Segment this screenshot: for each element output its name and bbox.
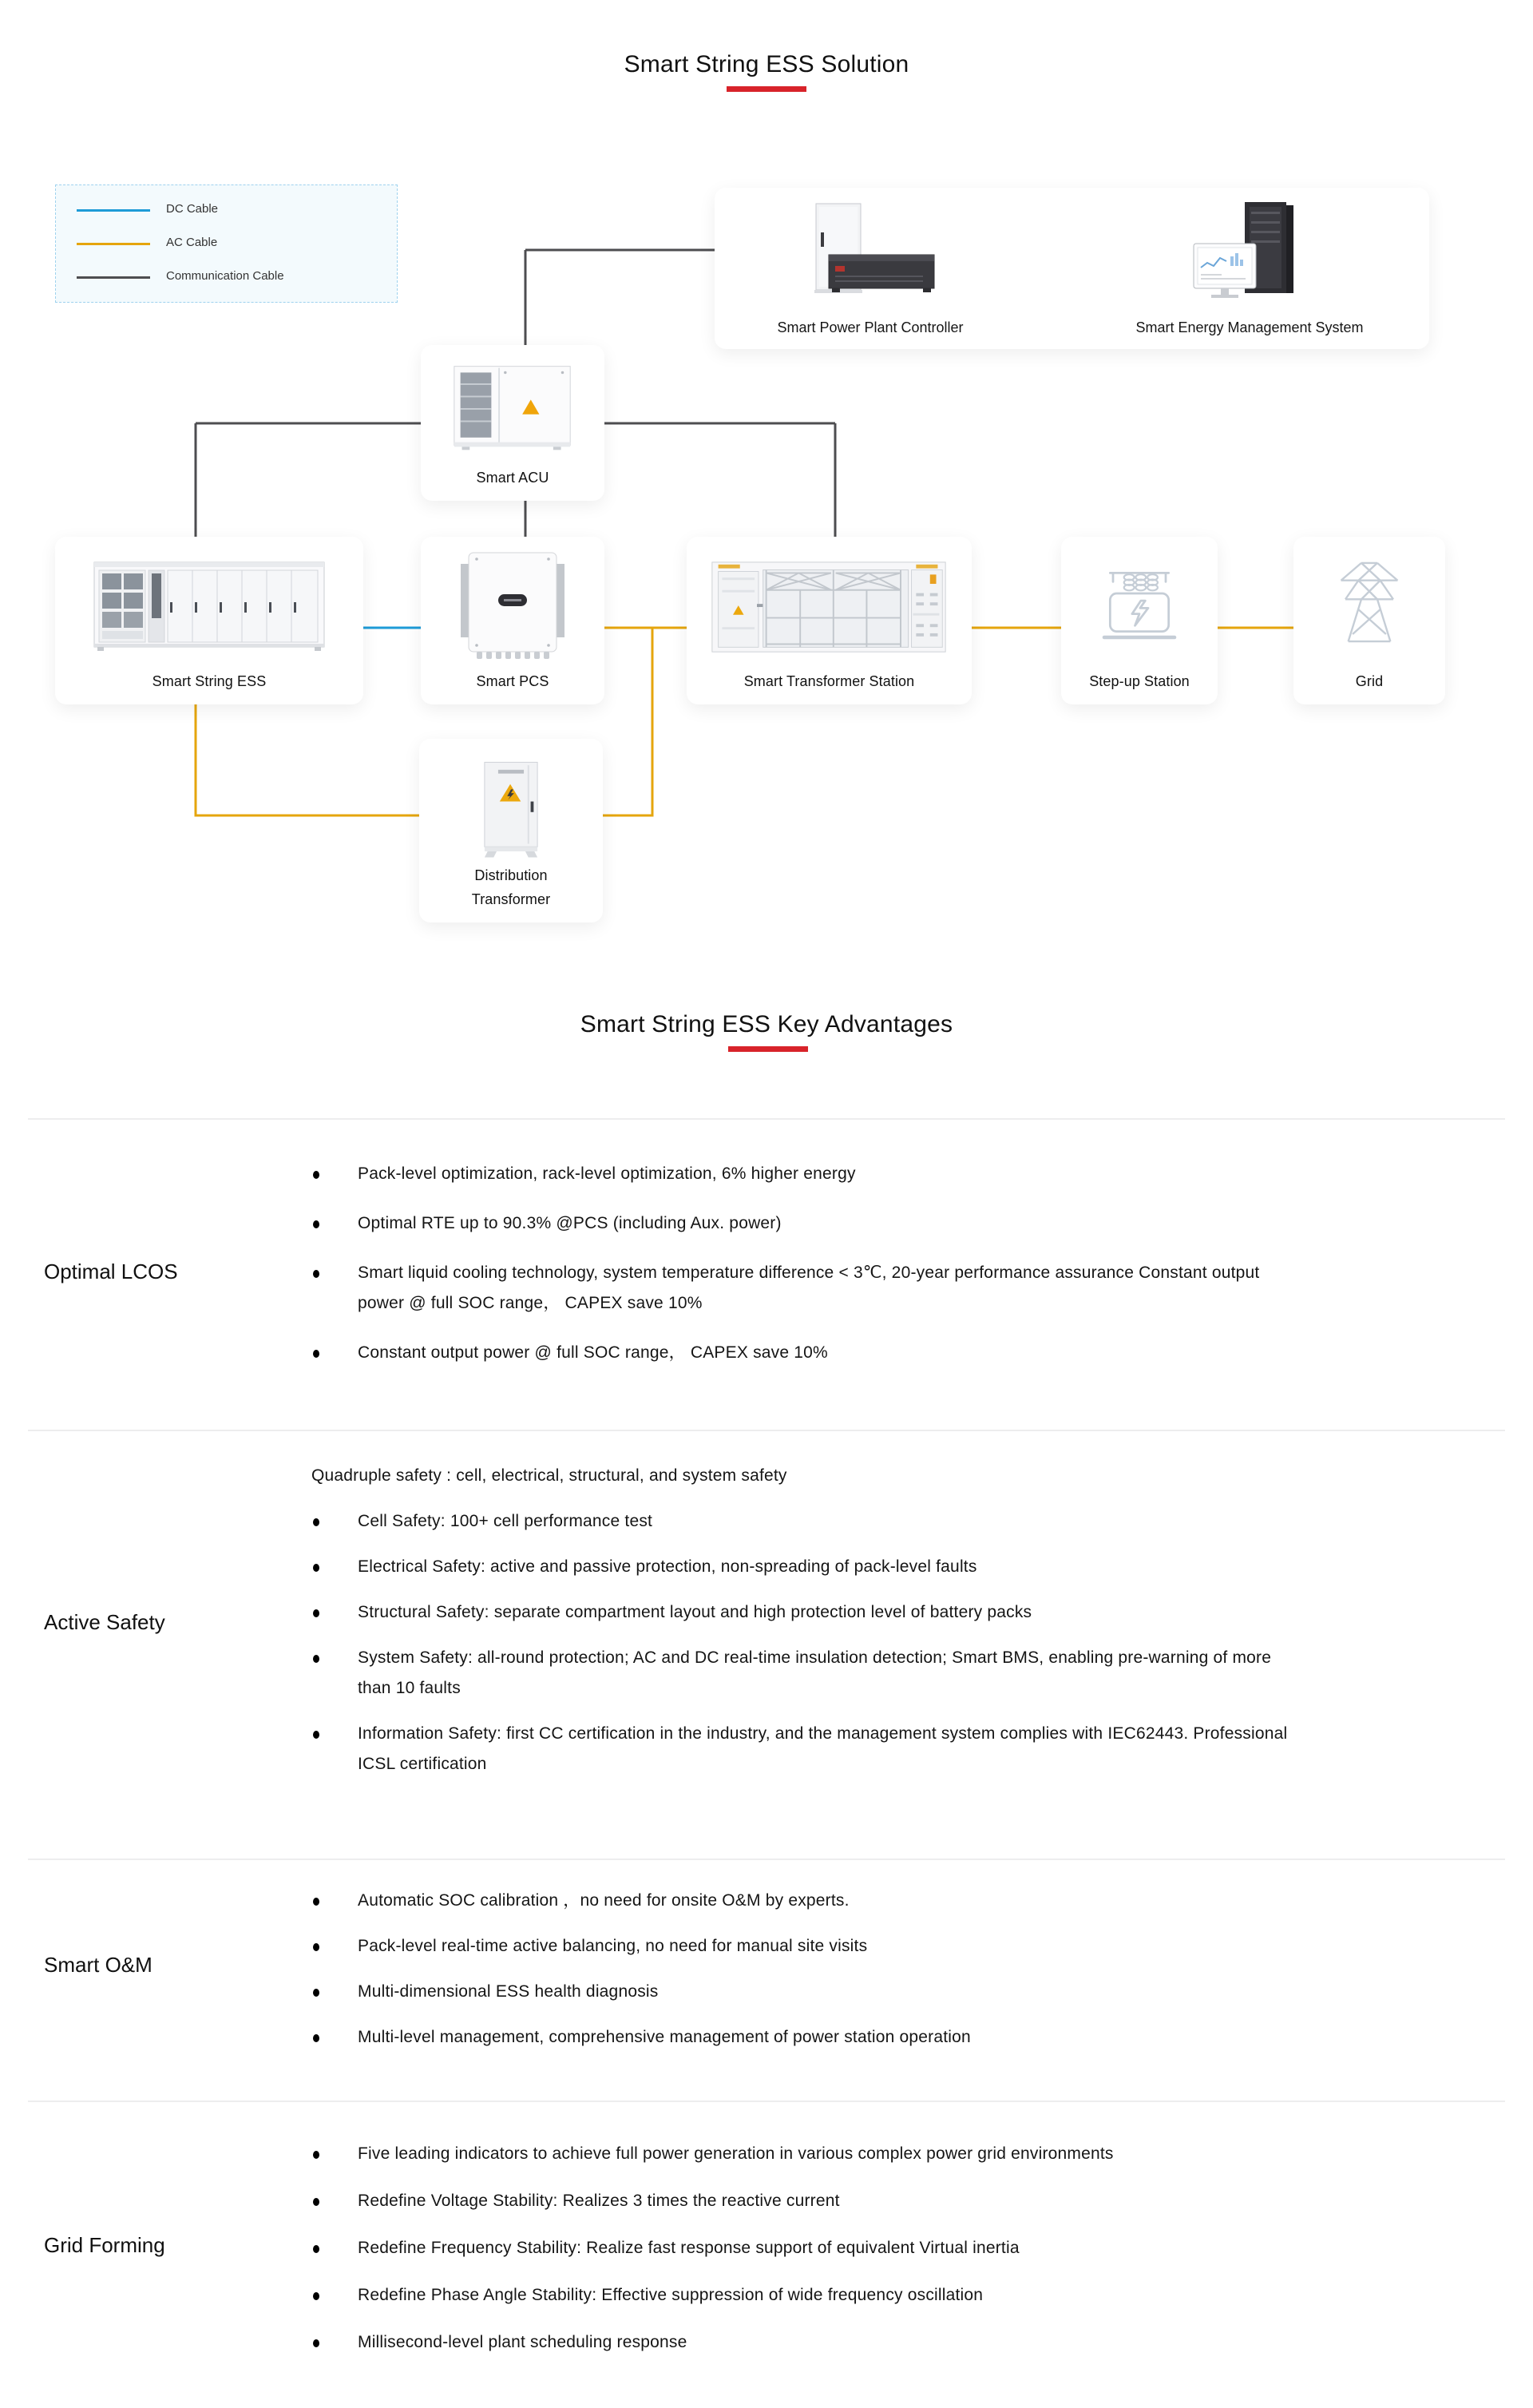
section-label: Grid Forming	[44, 2233, 165, 2257]
section-active-safety	[0, 1430, 1533, 1859]
step-up-station-card	[1061, 537, 1218, 704]
smart-energy-management-system-illustration	[1181, 200, 1317, 303]
device-label: Smart PCS	[476, 673, 549, 689]
bullet-list	[311, 2139, 1293, 2374]
bullet-item: Cell Safety: 100+ cell performance test	[311, 1506, 1293, 1537]
smart-string-ess-card	[55, 537, 363, 704]
management-devices-card	[715, 188, 1429, 349]
solution-title: Smart String ESS Solution	[624, 51, 909, 77]
ac-cable-line	[196, 704, 421, 815]
section-label: Smart O&M	[44, 1953, 153, 1977]
bullet-list	[311, 1506, 1293, 1795]
bullet-item: Optimal RTE up to 90.3% @PCS (including Aux. power)	[311, 1208, 1293, 1239]
section-smart-om	[0, 1859, 1533, 2101]
bullet-list	[311, 1159, 1293, 1387]
smart-transformer-station-illustration	[709, 557, 949, 658]
bullet-item: Pack-level optimization, rack-level optimization, 6% higher energy	[311, 1159, 1293, 1189]
device-label: Step-up Station	[1089, 673, 1190, 689]
bullet-item: Redefine Phase Angle Stability: Effective suppression of wide frequency oscillation	[311, 2280, 1293, 2311]
section-grid-forming	[0, 2101, 1533, 2408]
smart-pcs-illustration	[461, 551, 564, 663]
bullet-item: Millisecond-level plant scheduling response	[311, 2327, 1293, 2358]
distribution-transformer-illustration	[469, 756, 553, 862]
smart-power-plant-controller-illustration	[792, 202, 944, 303]
section-optimal-lcos	[0, 1118, 1533, 1430]
section-divider	[28, 1118, 1505, 1120]
section-divider	[28, 2101, 1505, 2102]
bullet-list	[311, 1886, 1293, 2068]
bullet-item: Multi-dimensional ESS health diagnosis	[311, 1977, 1293, 2007]
device-label	[419, 863, 603, 911]
smart-acu-card	[421, 345, 604, 501]
device-label-text: Distribution Transformer	[471, 867, 551, 907]
device-label: Smart Energy Management System	[1135, 319, 1364, 335]
section-divider	[28, 1859, 1505, 1860]
bullet-item: Structural Safety: separate compartment layout and high protection level of battery packs	[311, 1597, 1293, 1628]
section-intro: Quadruple safety : cell, electrical, structural, and system safety	[311, 1466, 787, 1485]
bullet-item: Automatic SOC calibration ，no need for onsite O&M by experts.	[311, 1886, 1293, 1916]
step-up-station-icon	[1095, 561, 1183, 644]
bullet-item: System Safety: all-round protection; AC and DC real-time insulation detection; Smart BMS, enabling pre-warning of more than 10 faults	[311, 1643, 1293, 1704]
legend-label: DC Cable	[166, 202, 219, 216]
bullet-item: Smart liquid cooling technology, system temperature difference < 3℃, 20-year performance assurance Constant output power @ full SOC range， CAPEX save 10%	[311, 1258, 1293, 1319]
bullet-item: Constant output power @ full SOC range， CAPEX save 10%	[311, 1338, 1293, 1368]
title-underline	[728, 1046, 808, 1052]
bullet-item: Information Safety: first CC certification in the industry, and the management system complies with IEC62443. Professional ICSL certification	[311, 1719, 1293, 1779]
smart-string-ess-illustration	[89, 556, 329, 657]
advantages-title: Smart String ESS Key Advantages	[580, 1011, 953, 1037]
section-label: Optimal LCOS	[44, 1260, 178, 1283]
ac-cable-line	[603, 628, 652, 815]
legend-label: AC Cable	[166, 236, 218, 249]
device-label: Smart Power Plant Controller	[777, 319, 964, 335]
device-label: Smart String ESS	[152, 673, 267, 689]
section-divider	[28, 1430, 1505, 1431]
smart-pcs-card	[421, 537, 604, 704]
device-label: Smart ACU	[476, 470, 549, 486]
smart-acu-illustration	[451, 364, 575, 452]
bullet-item: Redefine Frequency Stability: Realize fast response support of equivalent Virtual inertia	[311, 2233, 1293, 2263]
bullet-item: Electrical Safety: active and passive protection, non-spreading of pack-level faults	[311, 1552, 1293, 1582]
bullet-item: Pack-level real-time active balancing, no need for manual site visits	[311, 1931, 1293, 1962]
bullet-item: Redefine Voltage Stability: Realizes 3 times the reactive current	[311, 2186, 1293, 2216]
grid-card	[1293, 537, 1445, 704]
section-label: Active Safety	[44, 1610, 165, 1634]
bullet-item: Five leading indicators to achieve full power generation in various complex power grid environments	[311, 2139, 1293, 2169]
legend-label: Communication Cable	[166, 269, 284, 283]
diagram-cables	[0, 0, 1533, 958]
distribution-transformer-card	[419, 739, 603, 922]
smart-transformer-station-card	[687, 537, 972, 704]
device-label: Smart Transformer Station	[743, 673, 915, 689]
grid-tower-icon	[1329, 557, 1409, 647]
device-label: Grid	[1355, 673, 1384, 689]
bullet-item: Multi-level management, comprehensive management of power station operation	[311, 2022, 1293, 2053]
